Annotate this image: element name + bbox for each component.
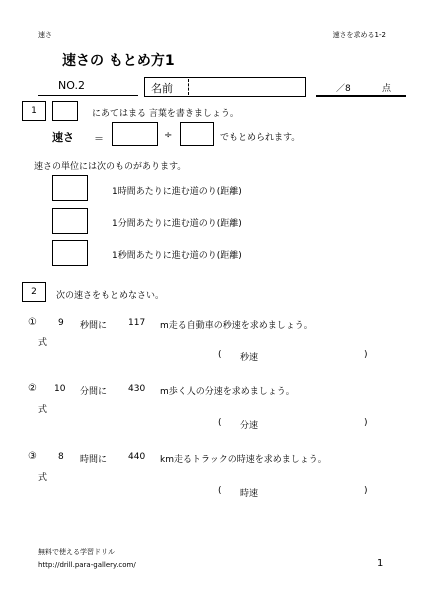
problem-1-mark: ① xyxy=(28,317,37,328)
answer-blank-sample xyxy=(52,101,78,121)
name-divider xyxy=(188,79,189,95)
formula-equals: ＝ xyxy=(94,134,104,145)
problem-3-answer-label: 時速 xyxy=(240,489,259,499)
header-left: 速さ xyxy=(38,31,52,39)
problem-2-mark: ② xyxy=(28,383,37,394)
problem-2-text: m歩く人の分速を求めましょう。 xyxy=(160,387,295,397)
score-underline xyxy=(316,95,406,97)
unit-desc-hour: 1時間あたりに進む道のり(距離) xyxy=(112,187,242,197)
formula-speed-label: 速さ xyxy=(52,131,74,144)
sheet-number: NO.2 xyxy=(58,79,85,92)
formula-tail: でもとめられます。 xyxy=(220,133,301,143)
problem-2-answer-close: ) xyxy=(364,418,368,428)
question-2-number: 2 xyxy=(22,282,46,302)
footer-url[interactable]: http://drill.para-gallery.com/ xyxy=(38,561,136,569)
problem-2-value2: 430 xyxy=(128,384,146,394)
problem-3-value2: 440 xyxy=(128,452,146,462)
problem-2-formula-label: 式 xyxy=(38,405,48,415)
question-1-number: 1 xyxy=(22,101,46,121)
problem-1-formula-label: 式 xyxy=(38,338,48,348)
problem-1-value2: 117 xyxy=(128,318,146,328)
page-number: 1 xyxy=(377,558,384,569)
unit-desc-minute: 1分間あたりに進む道のり(距離) xyxy=(112,219,242,229)
problem-2-answer-label: 分速 xyxy=(240,421,259,431)
sheet-number-underline xyxy=(38,95,138,96)
header-right: 速さを求める1-2 xyxy=(332,31,386,39)
problem-2-unit1: 分間に xyxy=(80,387,108,397)
problem-3-formula-label: 式 xyxy=(38,473,48,483)
problem-3-text: km走るトラックの時速を求めましょう。 xyxy=(160,455,327,465)
footer-line1: 無料で使える学習ドリル xyxy=(38,548,115,556)
problem-2-answer-open: ( xyxy=(218,418,222,428)
name-label: 名前 xyxy=(151,82,173,95)
formula-blank-time[interactable] xyxy=(180,122,214,146)
problem-3-unit1: 時間に xyxy=(80,455,108,465)
formula-divide: ÷ xyxy=(164,130,173,141)
problem-1-answer-close: ) xyxy=(364,350,368,360)
unit-blank-hour[interactable] xyxy=(52,175,88,201)
problem-3-answer-close: ) xyxy=(364,486,368,496)
problem-1-answer-open: ( xyxy=(218,350,222,360)
problem-2-value1: 10 xyxy=(54,384,66,394)
question-1-instruction: にあてはまる 言葉を書きましょう。 xyxy=(92,109,239,119)
formula-blank-distance[interactable] xyxy=(112,122,158,146)
problem-1-answer-label: 秒速 xyxy=(240,353,259,363)
problem-1-text: m走る自動車の秒速を求めましょう。 xyxy=(160,321,313,331)
units-intro: 速さの単位には次のものがあります。 xyxy=(34,162,187,172)
unit-blank-minute[interactable] xyxy=(52,208,88,234)
unit-blank-second[interactable] xyxy=(52,240,88,266)
problem-1-unit1: 秒間に xyxy=(80,321,108,331)
problem-3-value1: 8 xyxy=(58,452,64,462)
score-unit: 点 xyxy=(382,84,392,94)
unit-desc-second: 1秒間あたりに進む道のり(距離) xyxy=(112,251,242,261)
page-title: 速さの もとめ方1 xyxy=(62,53,175,69)
problem-1-value1: 9 xyxy=(58,318,64,328)
question-2-instruction: 次の速さをもとめなさい。 xyxy=(56,291,165,301)
score-total: ／8 xyxy=(336,84,351,94)
problem-3-answer-open: ( xyxy=(218,486,222,496)
problem-3-mark: ③ xyxy=(28,451,37,462)
